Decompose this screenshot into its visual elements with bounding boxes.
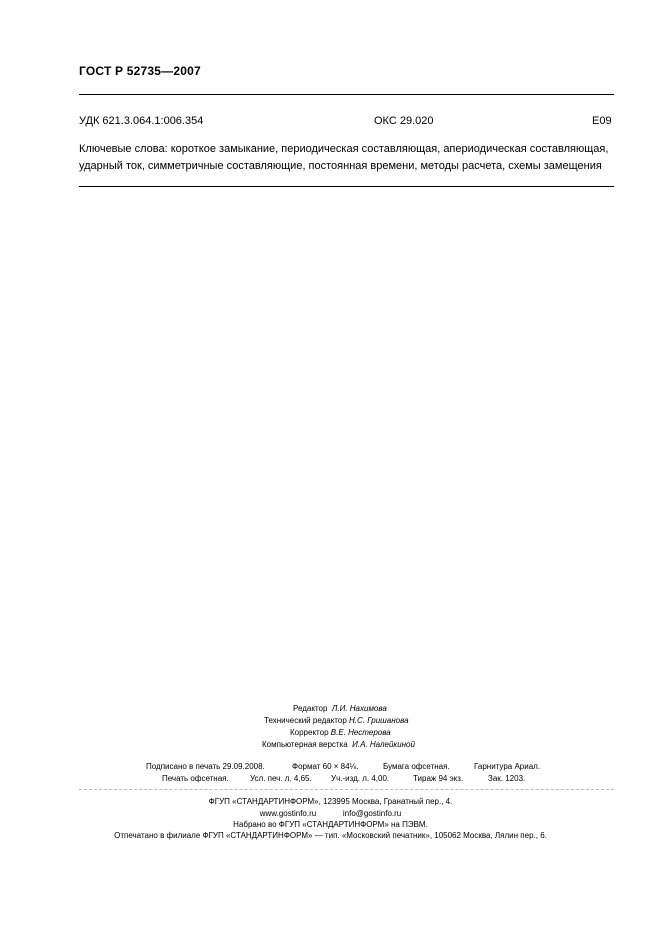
udk-code: УДК 621.3.064.1:006.354: [79, 115, 204, 127]
print-paper: Бумага офсетная.: [383, 762, 450, 771]
oks-code: ОКС 29.020: [374, 115, 434, 127]
print-typeface: Гарнитура Ариал.: [474, 762, 541, 771]
publisher-address: ФГУП «СТАНДАРТИНФОРМ», 123995 Москва, Гранатный пер., 4.: [208, 797, 453, 806]
publisher-contacts: [0, 809, 661, 818]
print-format: Формат 60 × 84⅛.: [292, 762, 359, 771]
credit-proofreader: Корректор В.Е. Нестерова: [290, 728, 391, 737]
top-divider: [79, 94, 614, 95]
print-divider: [79, 789, 614, 791]
printed-note: Отпечатано в филиале ФГУП «СТАНДАРТИНФОРМ» — тип. «Московский печатник», 105062 Москва, Лялин пер., 6.: [114, 831, 547, 840]
print-order: Зак. 1203.: [488, 774, 526, 783]
print-type: Печать офсетная.: [162, 774, 229, 783]
print-signed: Подписано в печать 29.09.2008.: [146, 762, 265, 771]
document-title: ГОСТ Р 52735—2007: [79, 64, 201, 78]
category-code: Е09: [592, 115, 612, 127]
credit-tech-editor: Технический редактор Н.С. Гришанова: [264, 716, 409, 725]
publisher-email: info@gostinfo.ru: [342, 809, 402, 818]
print-circulation: Тираж 94 экз.: [413, 774, 464, 783]
keywords-divider: [79, 186, 614, 187]
publisher-website: www.gostinfo.ru: [259, 809, 317, 818]
credit-layout: Компьютерная верстка И.А. Налейкиной: [262, 740, 415, 749]
print-pub-sheets: Уч.-изд. л. 4,00.: [331, 774, 390, 783]
print-sheets: Усл. печ. л. 4,65.: [250, 774, 312, 783]
credit-editor: Редактор Л.И. Нахимова: [293, 704, 387, 713]
keywords-text: Ключевые слова: короткое замыкание, периодическая составляющая, апериодическая составляющая, ударный ток, симметричные составляющие, постоянная времени, методы расчета, схемы замещения: [79, 143, 609, 172]
typeset-note: Набрано во ФГУП «СТАНДАРТИНФОРМ» на ПЭВМ.: [233, 820, 428, 829]
